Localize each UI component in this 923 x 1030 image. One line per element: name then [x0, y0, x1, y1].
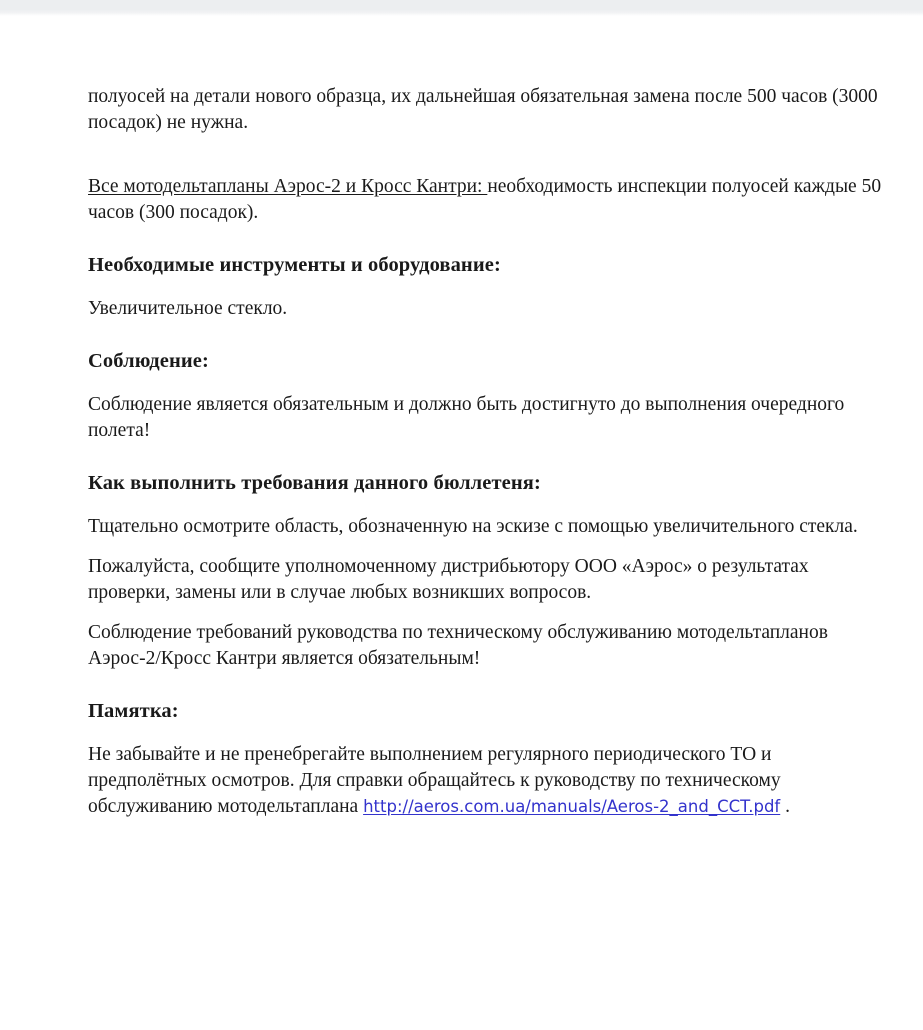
document-text-column — [88, 84, 882, 820]
paragraph-mandatory-maintenance: Соблюдение требований руководства по техническому обслуживанию мотодельтапланов Аэрос-2/Кросс Кантри является обязательным! — [88, 622, 828, 669]
paragraph-report-to-distributor: Пожалуйста, сообщите уполномоченному дистрибьютору ООО «Аэрос» о результатах проверки, замены или в случае любых возникших вопросов. — [88, 556, 809, 603]
paragraph-reminder-before: Не забывайте и не пренебрегайте выполнением регулярного периодического ТО и предполётных осмотров. Для справки обращайтесь к руководству по техническому обслуживанию мотодельтаплана — [88, 744, 781, 817]
maintenance-manual-link[interactable]: http://aeros.com.ua/manuals/Aeros-2_and_CCT.pdf — [363, 797, 781, 816]
paragraph-polyosey: полуосей на детали нового образца, их дальнейшая обязательная замена после 500 часов (3000 посадок) не нужна. — [88, 86, 878, 133]
heading-required-tools: Необходимые инструменты и оборудование: — [88, 254, 501, 276]
underlined-lead-text: Все мотодельтапланы Аэрос-2 и Кросс Кантри: — [88, 176, 488, 197]
paragraph-inspect-area: Тщательно осмотрите область, обозначенную на эскизе с помощью увеличительного стекла. — [88, 516, 858, 537]
viewer-top-gutter — [0, 0, 923, 16]
paragraph-reminder — [88, 742, 882, 820]
heading-how-to-comply: Как выполнить требования данного бюллетеня: — [88, 472, 541, 494]
paragraph-compliance: Соблюдение является обязательным и должно быть достигнуто до выполнения очередного полета! — [88, 394, 845, 441]
paragraph-reminder-after: . — [780, 796, 790, 817]
paragraph-all-models-rest: необходимость инспекции полуосей каждые 50 часов (300 посадок). — [88, 176, 882, 223]
heading-reminder: Памятка: — [88, 700, 179, 722]
document-page — [0, 16, 923, 1030]
heading-compliance: Соблюдение: — [88, 350, 209, 372]
paragraph-tools: Увеличительное стекло. — [88, 298, 288, 319]
paragraph-all-models — [88, 174, 882, 226]
